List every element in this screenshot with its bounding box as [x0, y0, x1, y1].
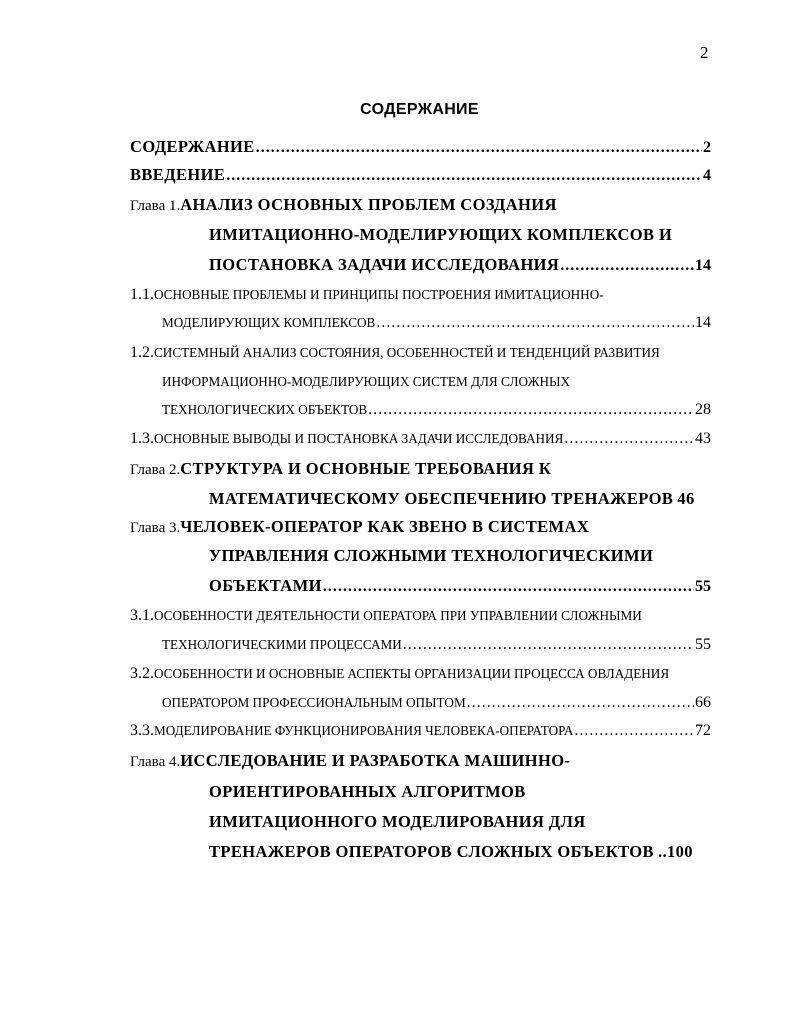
toc-entry-contents[interactable]	[130, 137, 711, 158]
chapter-prefix: Глава 3.	[130, 520, 181, 536]
section-number: 3.3.	[130, 722, 154, 739]
toc-section-3-2-line-1[interactable]	[130, 664, 711, 684]
toc-section-1-1-line-1[interactable]	[130, 285, 711, 305]
toc-chapter-2-line-2[interactable]	[209, 489, 711, 510]
chapter-title: ЧЕЛОВЕК-ОПЕРАТОР КАК ЗВЕНО В СИСТЕМАХ	[180, 517, 590, 536]
chapter-prefix: Глава 1.	[130, 198, 181, 214]
toc-chapter-3-line-2[interactable]	[209, 546, 711, 566]
section-number: 1.3.	[130, 430, 154, 447]
toc-section-1-2-line-1[interactable]	[130, 343, 711, 363]
toc-section-3-2-line-2[interactable]	[162, 693, 711, 713]
toc-chapter-1-line-1[interactable]	[130, 195, 711, 216]
entry-page: 43	[695, 430, 711, 447]
section-number: 1.1.	[130, 286, 154, 303]
section-title: ТЕХНОЛОГИЧЕСКИХ ОБЪЕКТОВ	[162, 402, 368, 417]
dot-leader	[368, 400, 694, 420]
entry-page: 66	[695, 694, 711, 711]
entry-title: ВВЕДЕНИЕ	[130, 165, 226, 184]
chapter-prefix: Глава 2.	[130, 462, 181, 478]
section-title: ОСОБЕННОСТИ И ОСНОВНЫЕ АСПЕКТЫ ОРГАНИЗАЦИИ ПРОЦЕССА ОВЛАДЕНИЯ	[154, 666, 670, 681]
entry-title: СОДЕРЖАНИЕ	[130, 137, 255, 156]
toc-chapter-2-line-1[interactable]	[130, 459, 711, 480]
dot-leader	[226, 166, 702, 186]
section-title: МОДЕЛИРОВАНИЕ ФУНКЦИОНИРОВАНИЯ ЧЕЛОВЕКА-ОПЕРАТОРА	[154, 723, 574, 738]
entry-page: 72	[695, 722, 711, 739]
dot-leader	[323, 577, 694, 597]
section-number: 1.2.	[130, 344, 154, 361]
toc-chapter-3-line-1[interactable]	[130, 517, 711, 538]
chapter-title: ОБЪЕКТАМИ	[209, 576, 322, 595]
entry-page: 14	[695, 314, 711, 331]
toc-section-3-3[interactable]	[130, 721, 711, 741]
chapter-title: АНАЛИЗ ОСНОВНЫХ ПРОБЛЕМ СОЗДАНИЯ	[180, 195, 557, 214]
dot-leader	[403, 635, 694, 655]
toc-section-1-1-line-2[interactable]	[162, 313, 711, 333]
entry-page: 28	[695, 401, 711, 418]
toc-chapter-1-line-2[interactable]	[209, 225, 711, 245]
section-title: ОПЕРАТОРОМ ПРОФЕССИОНАЛЬНЫМ ОПЫТОМ	[162, 695, 466, 710]
section-title: ОСНОВНЫЕ ПРОБЛЕМЫ И ПРИНЦИПЫ ПОСТРОЕНИЯ ИМИТАЦИОННО-	[154, 287, 604, 302]
chapter-title: ИССЛЕДОВАНИЕ И РАЗРАБОТКА МАШИННО-	[180, 751, 571, 770]
section-title: ТЕХНОЛОГИЧЕСКИМИ ПРОЦЕССАМИ	[162, 637, 402, 652]
page-title: СОДЕРЖАНИЕ	[360, 101, 479, 118]
toc-chapter-4-line-4[interactable]	[209, 842, 711, 863]
entry-page: 46	[677, 489, 695, 508]
toc-section-1-2-line-2[interactable]	[162, 372, 711, 392]
section-title: СИСТЕМНЫЙ АНАЛИЗ СОСТОЯНИЯ, ОСОБЕННОСТЕЙ И ТЕНДЕНЦИЙ РАЗВИТИЯ	[154, 345, 660, 360]
chapter-title: ИМИТАЦИОННО-МОДЕЛИРУЮЩИХ КОМПЛЕКСОВ И	[209, 225, 673, 244]
section-title: МОДЕЛИРУЮЩИХ КОМПЛЕКСОВ	[162, 315, 376, 330]
dot-leader	[256, 138, 702, 158]
dot-leader	[376, 313, 694, 333]
toc-chapter-1-line-3[interactable]	[209, 255, 711, 276]
toc-chapter-4-line-1[interactable]	[130, 751, 711, 772]
entry-page: 55	[695, 636, 711, 653]
toc-section-3-1-line-1[interactable]	[130, 606, 711, 626]
dot-leader	[560, 256, 694, 276]
section-title: ОСНОВНЫЕ ВЫВОДЫ И ПОСТАНОВКА ЗАДАЧИ ИССЛЕДОВАНИЯ	[154, 431, 564, 446]
toc-chapter-3-line-3[interactable]	[209, 576, 711, 597]
dot-leader	[564, 429, 694, 449]
page-number: 2	[700, 43, 709, 62]
toc-chapter-4-line-2[interactable]	[209, 782, 711, 802]
entry-page: 2	[703, 139, 711, 156]
section-number: 3.2.	[130, 665, 154, 682]
toc-section-3-1-line-2[interactable]	[162, 635, 711, 655]
section-title: ИНФОРМАЦИОННО-МОДЕЛИРУЮЩИХ СИСТЕМ ДЛЯ СЛОЖНЫХ	[162, 374, 570, 389]
toc-entry-intro[interactable]	[130, 165, 711, 186]
chapter-prefix: Глава 4.	[130, 754, 181, 770]
chapter-title: ОРИЕНТИРОВАННЫХ АЛГОРИТМОВ	[209, 782, 526, 801]
entry-page: 4	[703, 167, 711, 184]
dot-leader: ..	[657, 842, 667, 861]
entry-page: 14	[695, 257, 711, 274]
toc-section-1-3[interactable]	[130, 429, 711, 449]
section-number: 3.1.	[130, 607, 154, 624]
entry-page: 100	[667, 842, 693, 861]
dot-leader	[467, 693, 694, 713]
dot-leader	[574, 721, 694, 741]
chapter-title: ИМИТАЦИОННОГО МОДЕЛИРОВАНИЯ ДЛЯ	[209, 812, 586, 831]
chapter-title: УПРАВЛЕНИЯ СЛОЖНЫМИ ТЕХНОЛОГИЧЕСКИМИ	[209, 546, 654, 565]
toc-section-1-2-line-3[interactable]	[162, 400, 711, 420]
chapter-title: ТРЕНАЖЕРОВ ОПЕРАТОРОВ СЛОЖНЫХ ОБЪЕКТОВ	[209, 842, 654, 861]
chapter-title: МАТЕМАТИЧЕСКОМУ ОБЕСПЕЧЕНИЮ ТРЕНАЖЕРОВ	[209, 489, 674, 508]
chapter-title: ПОСТАНОВКА ЗАДАЧИ ИССЛЕДОВАНИЯ	[209, 255, 560, 274]
chapter-title: СТРУКТУРА И ОСНОВНЫЕ ТРЕБОВАНИЯ К	[180, 459, 552, 478]
toc-chapter-4-line-3[interactable]	[209, 812, 711, 832]
entry-page: 55	[695, 578, 711, 595]
section-title: ОСОБЕННОСТИ ДЕЯТЕЛЬНОСТИ ОПЕРАТОРА ПРИ УПРАВЛЕНИИ СЛОЖНЫМИ	[154, 608, 642, 623]
